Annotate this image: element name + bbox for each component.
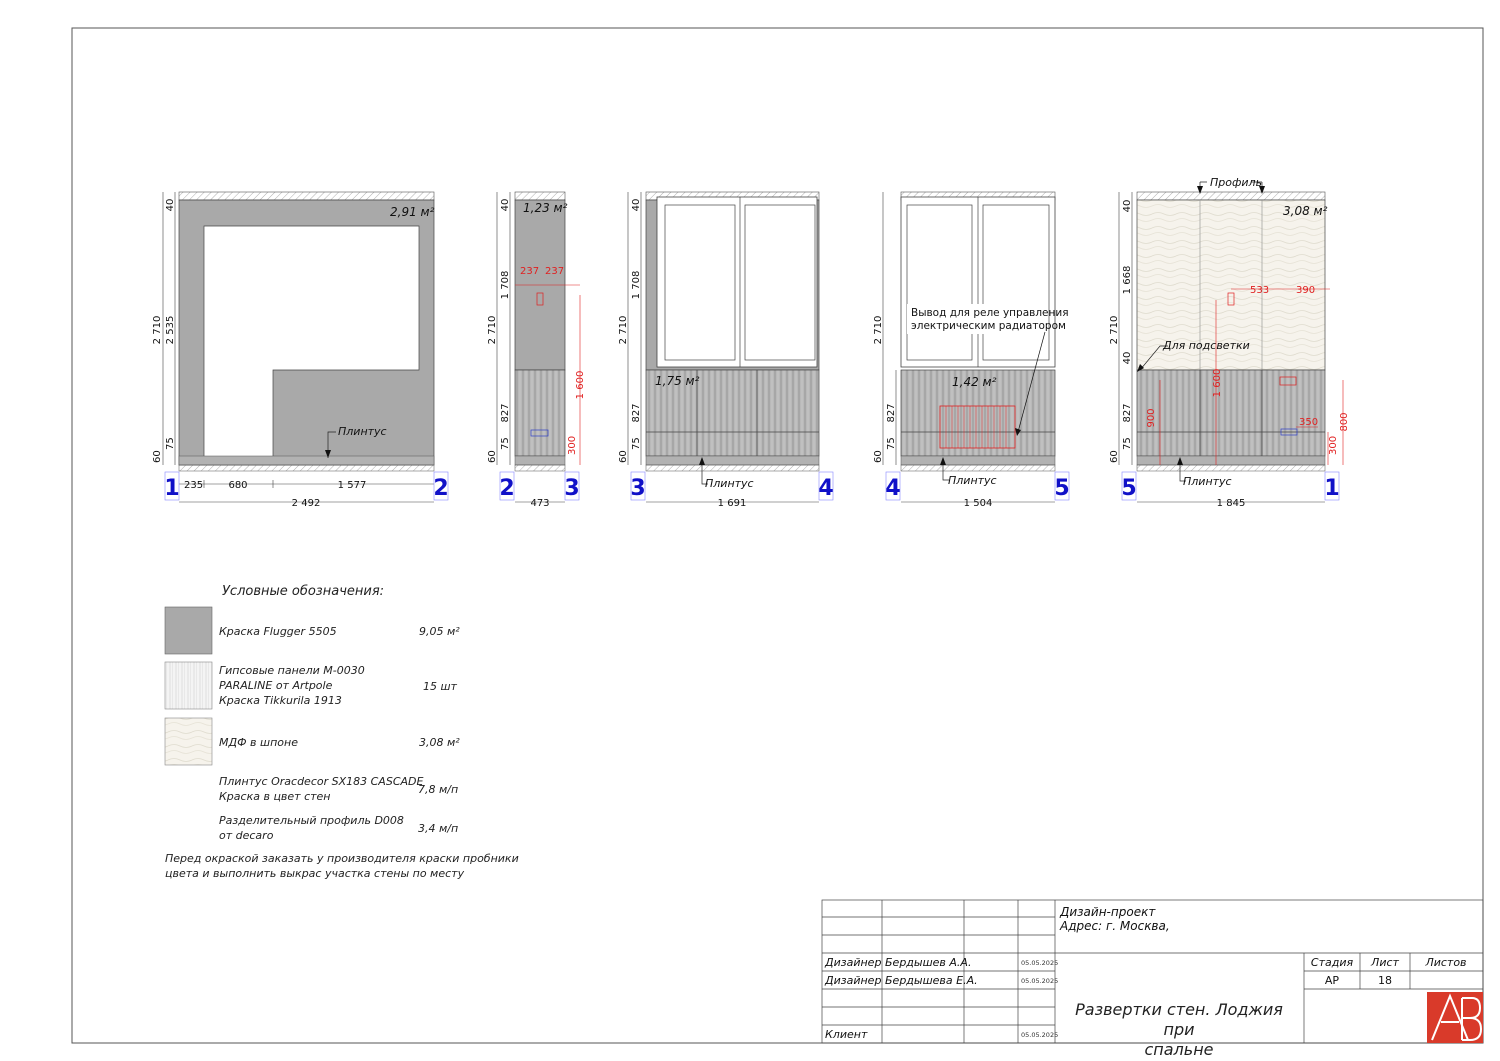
sheets-label: Листов [1425,956,1467,969]
elevation-2 [487,192,586,509]
dim-low: 827 [500,403,511,423]
dim-width-total: 1 504 [963,498,993,509]
stamp-name-1: Бердышев А.А. [885,956,972,969]
dim-top: 40 [631,198,642,212]
dim-b1: 60 [487,450,498,463]
axis-marker-left: 3 [630,476,646,501]
area-label: 3,08 м² [1283,204,1328,218]
dim-b2: 75 [631,437,642,450]
callout-relay [911,307,1072,332]
callout-plinth: Плинтус [338,425,387,438]
dim-top: 40 [500,198,511,212]
legend-item-text: МДФ в шпоне [219,736,298,749]
sheet-frame [72,28,1483,1043]
dim-mid: 1 668 [1122,265,1133,295]
legend-title: Условные обозначения: [222,584,385,599]
dim-w3: 1 577 [337,480,367,491]
callout-plinth: Плинтус [705,477,754,490]
swatch-mdf-veneer [165,718,212,765]
project-line-2: Адрес: г. Москва, [1060,919,1170,933]
legend-item-qty: 9,05 м² [419,625,460,638]
red-dim-1: 237 [520,266,540,277]
dim-mid: 1 708 [500,270,511,300]
axis-marker-left: 1 [164,476,180,501]
stamp-role-1: Дизайнер [825,956,882,969]
stamp-name-2: Бердышева Е.А. [885,974,978,987]
red-dim-2: 237 [545,266,565,277]
red-dim-1600: 1 600 [1212,368,1223,398]
red-dim-390: 390 [1296,285,1316,296]
dim-mid: 1 708 [631,270,642,300]
callout-profile: Профиль [1210,176,1263,189]
dim-top: 40 [1122,199,1133,213]
stamp-date-1: 05.05.2025 [1021,959,1059,967]
dim-height-total: 2 710 [152,315,163,345]
axis-marker-right: 5 [1054,476,1070,501]
dim-b1: 60 [873,450,884,463]
area-label: 1,23 м² [523,201,568,215]
dim-low: 827 [886,403,897,423]
callout-relay-line: Вывод для реле управления [911,307,1069,319]
dim-mid2: 40 [1122,351,1133,365]
studio-logo [1427,992,1483,1043]
callout-lighting: Для подсветки [1163,339,1250,352]
legend-item-text: Гипсовые панели М-0030 PARALINE от Artpole Краска Tikkurila 1913 [219,664,365,707]
red-dim-533: 533 [1250,285,1270,296]
dim-b2: 75 [1122,437,1133,450]
legend-item-qty: 7,8 м/п [418,783,459,796]
legend-item-qty: 3,4 м/п [418,822,459,835]
axis-marker-right: 2 [433,476,449,501]
stamp-role-2: Дизайнер [825,974,882,987]
swatch-gypsum-panels [165,662,212,709]
dim-w1: 235 [184,480,204,491]
sheet-value: 18 [1378,974,1392,987]
sheet-label: Лист [1371,956,1399,969]
sheet-title: Развертки стен. Лоджия при спальне [1075,1000,1283,1059]
stamp-date-3: 05.05.2025 [1021,1031,1059,1039]
elevation-4 [873,192,1072,509]
area-label: 2,91 м² [390,205,435,219]
red-dim-300: 300 [1328,435,1339,455]
axis-marker-left: 4 [885,476,901,501]
elevation-1 [152,192,449,509]
legend-note: Перед окраской заказать у производителя краски пробники цвета и выполнить выкрас участка стены по месту [165,852,519,880]
callout-plinth: Плинтус [1183,475,1232,488]
elevation-5 [1109,175,1350,509]
red-dim-900: 900 [1146,408,1157,428]
legend-item-qty: 3,08 м² [419,736,460,749]
stage-value: АР [1324,974,1340,987]
dim-b2: 75 [165,437,176,450]
legend-item-text: Краска Flugger 5505 [219,625,337,638]
dim-b1: 60 [618,450,629,463]
red-dim-3: 1 600 [575,370,586,400]
red-dim-4: 300 [567,435,578,455]
stage-label: Стадия [1310,956,1354,969]
dim-height-total: 2 710 [487,315,498,345]
stamp-date-2: 05.05.2025 [1021,977,1059,985]
legend-item-text: Разделительный профиль D008 от decaro [219,814,404,842]
dim-w2: 680 [228,480,248,491]
axis-marker-left: 2 [499,476,515,501]
dim-width-total: 2 492 [291,498,321,509]
dim-b1: 60 [1109,450,1120,463]
dim-b2: 75 [500,437,511,450]
red-dim-800: 800 [1339,412,1350,432]
dim-width-total: 473 [530,498,550,509]
axis-marker-left: 5 [1121,476,1137,501]
dim-top: 40 [165,198,176,212]
legend-item-text: Плинтус Oracdecor SX183 CASCADE Краска в цвет стен [219,775,424,803]
dim-b1: 60 [152,450,163,463]
area-label: 1,42 м² [952,375,997,389]
legend-item-qty: 15 шт [423,680,457,693]
callout-plinth: Плинтус [948,474,997,487]
axis-marker-right: 4 [818,476,834,501]
dim-width-total: 1 845 [1216,498,1246,509]
area-label: 1,75 м² [655,374,700,388]
dim-height-total: 2 710 [873,315,884,345]
axis-marker-right: 3 [564,476,580,501]
elevation-3 [618,192,834,509]
dim-height-inner: 2 535 [165,315,176,345]
callout-relay-line: электрическим радиатором [911,320,1066,332]
red-dim-350: 350 [1299,417,1319,428]
dim-low: 827 [1122,403,1133,423]
dim-b2: 75 [886,437,897,450]
axis-marker-right: 1 [1324,476,1340,501]
dim-height-total: 2 710 [1109,315,1120,345]
dim-height-total: 2 710 [618,315,629,345]
swatch-paint [165,607,212,654]
dim-width-total: 1 691 [717,498,747,509]
stamp-role-3: Клиент [825,1028,868,1041]
project-line-1: Дизайн-проект [1060,905,1156,919]
dim-low: 827 [631,403,642,423]
